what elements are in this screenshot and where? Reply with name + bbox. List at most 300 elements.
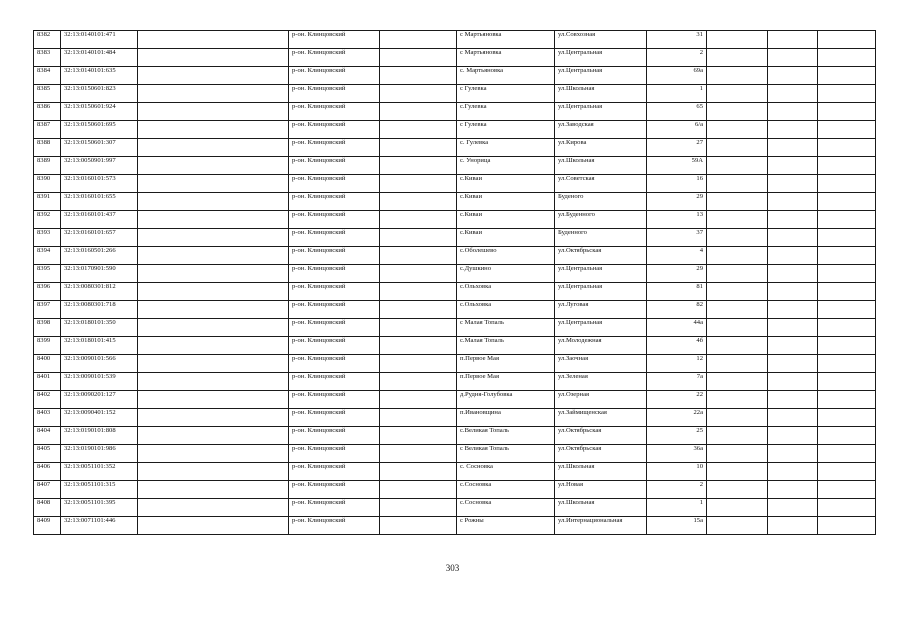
cadastral-number-cell: 32:13:0080301:718	[61, 301, 138, 319]
district-cell: р-он. Клинцовский	[289, 31, 380, 49]
street-cell: ул.Кирова	[555, 139, 647, 157]
record-number-cell: 8382	[34, 31, 61, 49]
table-row	[34, 355, 876, 373]
record-number-cell: 8409	[34, 517, 61, 535]
blank-cell-e	[818, 337, 876, 355]
cadastral-number-cell: 32:13:0051101:352	[61, 463, 138, 481]
record-number-cell: 8400	[34, 355, 61, 373]
blank-cell-e	[818, 229, 876, 247]
blank-cell-e	[818, 103, 876, 121]
settlement-cell: с.Ольховка	[457, 283, 555, 301]
district-cell: р-он. Клинцовский	[289, 265, 380, 283]
house-number-cell: 29	[647, 265, 707, 283]
blank-cell-c	[707, 67, 768, 85]
house-number-cell: 65	[647, 103, 707, 121]
settlement-cell: с.Оболешево	[457, 247, 555, 265]
district-cell: р-он. Клинцовский	[289, 409, 380, 427]
blank-cell-b	[380, 427, 457, 445]
table-row	[34, 283, 876, 301]
blank-cell-e	[818, 265, 876, 283]
district-cell: р-он. Клинцовский	[289, 103, 380, 121]
blank-cell-c	[707, 301, 768, 319]
street-cell: ул.Центральная	[555, 319, 647, 337]
blank-cell-d	[768, 355, 818, 373]
blank-cell-b	[380, 139, 457, 157]
blank-cell-c	[707, 499, 768, 517]
blank-cell-a	[138, 139, 289, 157]
blank-cell-d	[768, 319, 818, 337]
blank-cell-a	[138, 499, 289, 517]
street-cell: ул.Школьная	[555, 85, 647, 103]
blank-cell-d	[768, 283, 818, 301]
blank-cell-b	[380, 211, 457, 229]
settlement-cell: с.Сосновка	[457, 499, 555, 517]
blank-cell-a	[138, 481, 289, 499]
settlement-cell: с. Унорица	[457, 157, 555, 175]
blank-cell-e	[818, 355, 876, 373]
record-number-cell: 8397	[34, 301, 61, 319]
house-number-cell: 22а	[647, 409, 707, 427]
table-row	[34, 103, 876, 121]
settlement-cell: п.Ивановщина	[457, 409, 555, 427]
record-number-cell: 8399	[34, 337, 61, 355]
blank-cell-e	[818, 301, 876, 319]
table-row	[34, 139, 876, 157]
blank-cell-b	[380, 265, 457, 283]
blank-cell-e	[818, 247, 876, 265]
record-number-cell: 8404	[34, 427, 61, 445]
settlement-cell: с Мартьяновка	[457, 49, 555, 67]
house-number-cell: 4б	[647, 337, 707, 355]
record-number-cell: 8395	[34, 265, 61, 283]
blank-cell-a	[138, 247, 289, 265]
blank-cell-d	[768, 211, 818, 229]
house-number-cell: 31	[647, 31, 707, 49]
blank-cell-e	[818, 427, 876, 445]
house-number-cell: 81	[647, 283, 707, 301]
record-number-cell: 8387	[34, 121, 61, 139]
blank-cell-d	[768, 67, 818, 85]
settlement-cell: с Малая Топаль	[457, 319, 555, 337]
house-number-cell: 6/а	[647, 121, 707, 139]
blank-cell-c	[707, 427, 768, 445]
house-number-cell: 22	[647, 391, 707, 409]
blank-cell-d	[768, 499, 818, 517]
blank-cell-c	[707, 463, 768, 481]
district-cell: р-он. Клинцовский	[289, 373, 380, 391]
blank-cell-c	[707, 31, 768, 49]
street-cell: ул.Центральная	[555, 103, 647, 121]
district-cell: р-он. Клинцовский	[289, 175, 380, 193]
house-number-cell: 15а	[647, 517, 707, 535]
street-cell: ул.Озерная	[555, 391, 647, 409]
district-cell: р-он. Клинцовский	[289, 67, 380, 85]
blank-cell-c	[707, 445, 768, 463]
blank-cell-a	[138, 301, 289, 319]
settlement-cell: п.Первое Мая	[457, 373, 555, 391]
blank-cell-d	[768, 139, 818, 157]
blank-cell-b	[380, 445, 457, 463]
table-row	[34, 85, 876, 103]
page-number: 303	[445, 563, 460, 573]
blank-cell-e	[818, 499, 876, 517]
table-row	[34, 229, 876, 247]
district-cell: р-он. Клинцовский	[289, 445, 380, 463]
blank-cell-e	[818, 391, 876, 409]
cadastral-number-cell: 32:13:0140101:484	[61, 49, 138, 67]
blank-cell-b	[380, 247, 457, 265]
house-number-cell: 7а	[647, 373, 707, 391]
cadastral-number-cell: 32:13:0051101:315	[61, 481, 138, 499]
cadastral-number-cell: 32:13:0090101:566	[61, 355, 138, 373]
table-row	[34, 49, 876, 67]
district-cell: р-он. Клинцовский	[289, 481, 380, 499]
district-cell: р-он. Клинцовский	[289, 499, 380, 517]
record-number-cell: 8388	[34, 139, 61, 157]
blank-cell-c	[707, 337, 768, 355]
record-number-cell: 8406	[34, 463, 61, 481]
district-cell: р-он. Клинцовский	[289, 247, 380, 265]
table-row	[34, 175, 876, 193]
blank-cell-a	[138, 121, 289, 139]
blank-cell-b	[380, 355, 457, 373]
blank-cell-d	[768, 229, 818, 247]
cadastral-number-cell: 32:13:0160101:657	[61, 229, 138, 247]
blank-cell-c	[707, 517, 768, 535]
blank-cell-c	[707, 103, 768, 121]
street-cell: ул.Новая	[555, 481, 647, 499]
district-cell: р-он. Клинцовский	[289, 229, 380, 247]
table-row	[34, 445, 876, 463]
district-cell: р-он. Клинцовский	[289, 193, 380, 211]
table-row	[34, 409, 876, 427]
cadastral-number-cell: 32:13:0150601:823	[61, 85, 138, 103]
blank-cell-a	[138, 193, 289, 211]
blank-cell-e	[818, 283, 876, 301]
district-cell: р-он. Клинцовский	[289, 121, 380, 139]
house-number-cell: 59А	[647, 157, 707, 175]
settlement-cell: с.Душкино	[457, 265, 555, 283]
blank-cell-a	[138, 337, 289, 355]
blank-cell-a	[138, 391, 289, 409]
street-cell: ул.Советская	[555, 175, 647, 193]
blank-cell-d	[768, 481, 818, 499]
blank-cell-e	[818, 445, 876, 463]
cadastral-number-cell: 32:13:0160501:266	[61, 247, 138, 265]
blank-cell-b	[380, 67, 457, 85]
cadastral-number-cell: 32:13:0180101:350	[61, 319, 138, 337]
blank-cell-a	[138, 49, 289, 67]
street-cell: ул.Займищенская	[555, 409, 647, 427]
record-number-cell: 8398	[34, 319, 61, 337]
blank-cell-c	[707, 481, 768, 499]
record-number-cell: 8391	[34, 193, 61, 211]
cadastral-number-cell: 32:13:0071101:446	[61, 517, 138, 535]
blank-cell-a	[138, 319, 289, 337]
house-number-cell: 2	[647, 49, 707, 67]
record-number-cell: 8393	[34, 229, 61, 247]
blank-cell-e	[818, 67, 876, 85]
table-row	[34, 373, 876, 391]
settlement-cell: с.Сосновка	[457, 481, 555, 499]
table-row	[34, 499, 876, 517]
blank-cell-e	[818, 481, 876, 499]
house-number-cell: 10	[647, 463, 707, 481]
house-number-cell: 44а	[647, 319, 707, 337]
blank-cell-e	[818, 121, 876, 139]
blank-cell-a	[138, 211, 289, 229]
table-row	[34, 463, 876, 481]
blank-cell-a	[138, 409, 289, 427]
blank-cell-e	[818, 139, 876, 157]
record-number-cell: 8386	[34, 103, 61, 121]
blank-cell-a	[138, 355, 289, 373]
blank-cell-c	[707, 211, 768, 229]
blank-cell-b	[380, 409, 457, 427]
house-number-cell: 1	[647, 85, 707, 103]
district-cell: р-он. Клинцовский	[289, 85, 380, 103]
blank-cell-e	[818, 31, 876, 49]
blank-cell-a	[138, 373, 289, 391]
blank-cell-c	[707, 121, 768, 139]
blank-cell-c	[707, 283, 768, 301]
settlement-cell: с.Киваи	[457, 193, 555, 211]
house-number-cell: 29	[647, 193, 707, 211]
table-row	[34, 517, 876, 535]
blank-cell-e	[818, 373, 876, 391]
blank-cell-e	[818, 85, 876, 103]
blank-cell-b	[380, 175, 457, 193]
street-cell: ул.Школьная	[555, 157, 647, 175]
record-number-cell: 8392	[34, 211, 61, 229]
blank-cell-b	[380, 481, 457, 499]
street-cell: ул.Октябрьская	[555, 427, 647, 445]
blank-cell-e	[818, 175, 876, 193]
blank-cell-b	[380, 499, 457, 517]
table-row	[34, 481, 876, 499]
settlement-cell: с Мартьяновка	[457, 31, 555, 49]
blank-cell-a	[138, 463, 289, 481]
blank-cell-d	[768, 85, 818, 103]
blank-cell-d	[768, 103, 818, 121]
blank-cell-b	[380, 193, 457, 211]
blank-cell-a	[138, 445, 289, 463]
blank-cell-c	[707, 49, 768, 67]
blank-cell-d	[768, 301, 818, 319]
house-number-cell: 1	[647, 499, 707, 517]
blank-cell-e	[818, 409, 876, 427]
blank-cell-c	[707, 139, 768, 157]
cadastral-number-cell: 32:13:0180101:415	[61, 337, 138, 355]
settlement-cell: с. Сосновка	[457, 463, 555, 481]
blank-cell-e	[818, 463, 876, 481]
settlement-cell: с.Малая Топаль	[457, 337, 555, 355]
settlement-cell: с.Киваи	[457, 211, 555, 229]
record-number-cell: 8384	[34, 67, 61, 85]
house-number-cell: 27	[647, 139, 707, 157]
blank-cell-b	[380, 319, 457, 337]
cadastral-number-cell: 32:13:0170901:590	[61, 265, 138, 283]
street-cell: ул.Интернациональная	[555, 517, 647, 535]
blank-cell-b	[380, 49, 457, 67]
record-number-cell: 8403	[34, 409, 61, 427]
house-number-cell: 13	[647, 211, 707, 229]
blank-cell-b	[380, 517, 457, 535]
house-number-cell: 37	[647, 229, 707, 247]
cadastral-number-cell: 32:13:0160101:437	[61, 211, 138, 229]
blank-cell-e	[818, 49, 876, 67]
blank-cell-a	[138, 85, 289, 103]
table-row	[34, 337, 876, 355]
table-row	[34, 67, 876, 85]
settlement-cell: п.Первое Мая	[457, 355, 555, 373]
district-cell: р-он. Клинцовский	[289, 49, 380, 67]
district-cell: р-он. Клинцовский	[289, 319, 380, 337]
cadastral-number-cell: 32:13:0090401:152	[61, 409, 138, 427]
house-number-cell: 12	[647, 355, 707, 373]
registry-table	[33, 30, 876, 535]
blank-cell-d	[768, 49, 818, 67]
street-cell: ул.Центральная	[555, 67, 647, 85]
cadastral-number-cell: 32:13:0160101:655	[61, 193, 138, 211]
blank-cell-b	[380, 31, 457, 49]
blank-cell-a	[138, 265, 289, 283]
table-row	[34, 211, 876, 229]
settlement-cell: с Гулевка	[457, 85, 555, 103]
blank-cell-c	[707, 157, 768, 175]
cadastral-number-cell: 32:13:0090201:127	[61, 391, 138, 409]
record-number-cell: 8394	[34, 247, 61, 265]
street-cell: ул.Центральная	[555, 265, 647, 283]
district-cell: р-он. Клинцовский	[289, 391, 380, 409]
cadastral-number-cell: 32:13:0050901:997	[61, 157, 138, 175]
street-cell: ул.Октябрьская	[555, 445, 647, 463]
street-cell: ул.Октябрьская	[555, 247, 647, 265]
blank-cell-b	[380, 103, 457, 121]
record-number-cell: 8408	[34, 499, 61, 517]
cadastral-number-cell: 32:13:0140101:635	[61, 67, 138, 85]
table-row	[34, 31, 876, 49]
blank-cell-d	[768, 517, 818, 535]
record-number-cell: 8402	[34, 391, 61, 409]
blank-cell-c	[707, 247, 768, 265]
record-number-cell: 8389	[34, 157, 61, 175]
street-cell: ул.Заводская	[555, 121, 647, 139]
table-row	[34, 427, 876, 445]
cadastral-number-cell: 32:13:0150601:924	[61, 103, 138, 121]
record-number-cell: 8401	[34, 373, 61, 391]
cadastral-number-cell: 32:13:0090101:539	[61, 373, 138, 391]
blank-cell-c	[707, 355, 768, 373]
cadastral-number-cell: 32:13:0190101:808	[61, 427, 138, 445]
settlement-cell: с. Мартьяновка	[457, 67, 555, 85]
blank-cell-a	[138, 157, 289, 175]
blank-cell-c	[707, 373, 768, 391]
registry-table-body	[34, 31, 876, 535]
street-cell: Буденого	[555, 193, 647, 211]
blank-cell-c	[707, 409, 768, 427]
blank-cell-e	[818, 319, 876, 337]
blank-cell-b	[380, 463, 457, 481]
blank-cell-c	[707, 193, 768, 211]
blank-cell-c	[707, 85, 768, 103]
blank-cell-e	[818, 211, 876, 229]
cadastral-number-cell: 32:13:0160101:573	[61, 175, 138, 193]
blank-cell-d	[768, 373, 818, 391]
record-number-cell: 8383	[34, 49, 61, 67]
district-cell: р-он. Клинцовский	[289, 301, 380, 319]
street-cell: Буденного	[555, 229, 647, 247]
house-number-cell: 25	[647, 427, 707, 445]
blank-cell-a	[138, 31, 289, 49]
table-row	[34, 319, 876, 337]
house-number-cell: 2	[647, 481, 707, 499]
street-cell: ул.Центральная	[555, 49, 647, 67]
cadastral-number-cell: 32:13:0190101:986	[61, 445, 138, 463]
settlement-cell: с. Гулевка	[457, 139, 555, 157]
blank-cell-b	[380, 373, 457, 391]
blank-cell-c	[707, 319, 768, 337]
street-cell: ул.Центральная	[555, 283, 647, 301]
house-number-cell: 36а	[647, 445, 707, 463]
blank-cell-d	[768, 193, 818, 211]
record-number-cell: 8405	[34, 445, 61, 463]
blank-cell-d	[768, 427, 818, 445]
blank-cell-d	[768, 337, 818, 355]
street-cell: ул.Школьная	[555, 499, 647, 517]
settlement-cell: с.Киваи	[457, 229, 555, 247]
blank-cell-c	[707, 391, 768, 409]
blank-cell-d	[768, 121, 818, 139]
blank-cell-a	[138, 67, 289, 85]
cadastral-number-cell: 32:13:0150601:307	[61, 139, 138, 157]
table-row	[34, 157, 876, 175]
street-cell: ул.Совхозная	[555, 31, 647, 49]
table-row	[34, 121, 876, 139]
blank-cell-d	[768, 157, 818, 175]
district-cell: р-он. Клинцовский	[289, 157, 380, 175]
table-row	[34, 193, 876, 211]
blank-cell-e	[818, 157, 876, 175]
blank-cell-a	[138, 427, 289, 445]
street-cell: ул.Буденного	[555, 211, 647, 229]
street-cell: ул.Школьная	[555, 463, 647, 481]
blank-cell-a	[138, 175, 289, 193]
settlement-cell: с.Ольховка	[457, 301, 555, 319]
record-number-cell: 8407	[34, 481, 61, 499]
blank-cell-b	[380, 337, 457, 355]
settlement-cell: д.Рудня-Голубовка	[457, 391, 555, 409]
settlement-cell: с.Великая Топаль	[457, 427, 555, 445]
district-cell: р-он. Клинцовский	[289, 463, 380, 481]
table-row	[34, 247, 876, 265]
blank-cell-b	[380, 391, 457, 409]
district-cell: р-он. Клинцовский	[289, 517, 380, 535]
record-number-cell: 8385	[34, 85, 61, 103]
blank-cell-b	[380, 121, 457, 139]
settlement-cell: с Великая Топаль	[457, 445, 555, 463]
blank-cell-a	[138, 283, 289, 301]
settlement-cell: с.Гулевка	[457, 103, 555, 121]
blank-cell-e	[818, 193, 876, 211]
blank-cell-c	[707, 265, 768, 283]
blank-cell-a	[138, 517, 289, 535]
blank-cell-d	[768, 31, 818, 49]
cadastral-number-cell: 32:13:0051101:395	[61, 499, 138, 517]
blank-cell-a	[138, 229, 289, 247]
blank-cell-d	[768, 409, 818, 427]
blank-cell-d	[768, 175, 818, 193]
